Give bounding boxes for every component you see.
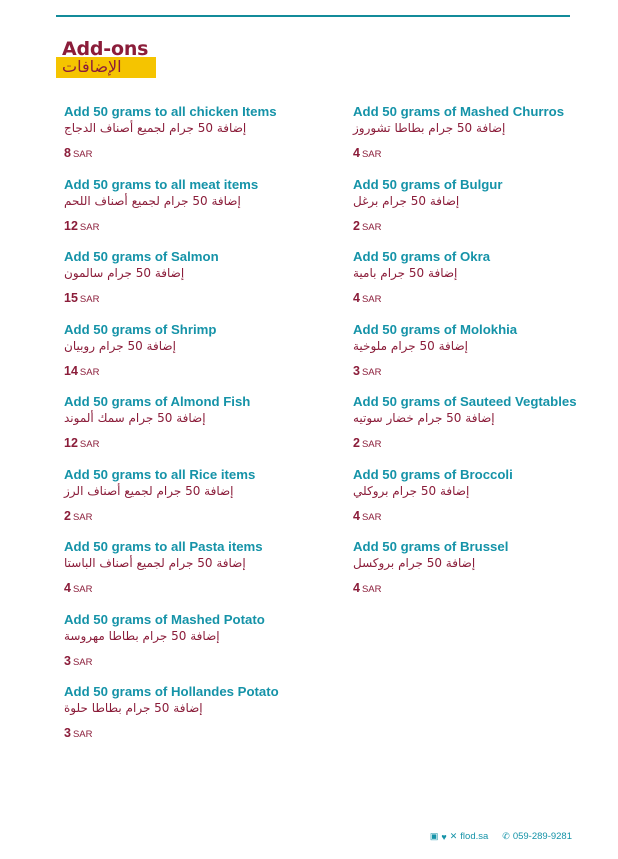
price-value: 2 <box>353 218 360 233</box>
item-price <box>64 653 334 670</box>
snapchat-icon[interactable]: ♥ <box>441 831 447 842</box>
item-name-arabic: إضافة 50 جرام خضار سوتيه <box>353 411 495 425</box>
item-name: Add 50 grams to all Rice items <box>64 466 256 482</box>
item-name: Add 50 grams of Broccoli <box>353 466 513 482</box>
item-price <box>64 435 334 452</box>
item-name-arabic: إضافة 50 جرام بطاطا مهروسة <box>64 628 220 643</box>
price-value: 4 <box>353 291 360 305</box>
item-name: Add 50 grams to all Pasta items <box>64 539 263 554</box>
item-price <box>353 435 618 452</box>
item-price <box>353 145 618 162</box>
list-item <box>64 249 334 322</box>
price-currency: SAR <box>72 729 93 740</box>
price-value: 4 <box>64 581 71 595</box>
list-item <box>64 177 334 250</box>
x-icon[interactable]: ✕ <box>449 831 458 841</box>
item-name: Add 50 grams of Shrimp <box>64 321 217 337</box>
item-price <box>353 508 618 525</box>
item-price <box>353 580 618 597</box>
item-name-arabic: إضافة 50 جرام سالمون <box>64 266 185 280</box>
item-name-arabic: إضافة 50 جرام سمك ألموند <box>64 411 206 425</box>
list-item <box>64 467 334 540</box>
price-currency: SAR <box>361 366 382 378</box>
list-item <box>353 249 618 322</box>
top-divider <box>56 15 570 17</box>
price-currency: SAR <box>72 656 93 668</box>
item-name-arabic: إضافة 50 جرام لجميع أصناف الرز <box>64 483 234 498</box>
page-title: Add-ons <box>62 38 149 60</box>
price-value: 3 <box>353 363 360 378</box>
list-item <box>353 177 618 250</box>
list-item <box>64 104 334 177</box>
item-name: Add 50 grams of Brussel <box>353 539 509 554</box>
price-currency: SAR <box>72 584 93 595</box>
item-price <box>64 218 334 235</box>
price-currency: SAR <box>361 221 382 233</box>
item-name-arabic: إضافة 50 جرام برغل <box>353 193 460 208</box>
item-name-arabic: إضافة 50 جرام بامية <box>353 266 458 280</box>
price-value: 3 <box>64 653 71 668</box>
list-item <box>64 394 334 467</box>
list-item <box>64 612 334 685</box>
price-currency: SAR <box>361 149 382 160</box>
item-name-arabic: إضافة 50 جرام بروكسل <box>353 556 476 570</box>
item-name-arabic: إضافة 50 جرام لجميع أصناف الباستا <box>64 556 246 570</box>
price-value: 4 <box>353 146 360 160</box>
footer-contact <box>430 831 572 842</box>
item-name: Add 50 grams of Salmon <box>64 249 219 264</box>
price-currency: SAR <box>361 584 382 595</box>
item-name: Add 50 grams of Almond Fish <box>64 394 251 409</box>
item-price <box>64 145 334 162</box>
item-name-arabic: إضافة 50 جرام ملوخية <box>353 338 468 353</box>
phone-number[interactable]: 059-289-9281 <box>512 831 572 842</box>
price-currency: SAR <box>72 149 93 160</box>
price-value: 2 <box>353 436 360 450</box>
item-name: Add 50 grams of Sauteed Vegtables <box>353 394 577 409</box>
price-currency: SAR <box>79 294 100 305</box>
item-name-arabic: إضافة 50 جرام روبيان <box>64 338 176 353</box>
item-price <box>64 363 334 380</box>
price-currency: SAR <box>361 439 382 450</box>
list-item <box>353 539 618 612</box>
item-name: Add 50 grams to all chicken Items <box>64 104 277 119</box>
price-value: 12 <box>64 218 78 233</box>
price-currency: SAR <box>79 366 100 378</box>
website-link[interactable]: flod.sa <box>460 831 489 842</box>
list-item <box>64 322 334 395</box>
list-item <box>353 104 618 177</box>
list-item <box>64 684 334 757</box>
instagram-icon[interactable]: ▣ <box>429 831 439 841</box>
price-currency: SAR <box>79 221 100 233</box>
item-price <box>353 363 618 380</box>
item-name: Add 50 grams of Hollandes Potato <box>64 684 279 699</box>
item-price <box>64 290 334 307</box>
list-item <box>64 539 334 612</box>
price-value: 12 <box>64 436 78 450</box>
list-item <box>353 322 618 395</box>
item-name: Add 50 grams of Okra <box>353 249 491 264</box>
item-name: Add 50 grams of Molokhia <box>353 321 518 337</box>
item-name-arabic: إضافة 50 جرام لجميع أصناف الدجاج <box>64 121 247 135</box>
item-name: Add 50 grams of Mashed Potato <box>64 611 265 627</box>
item-name: Add 50 grams of Bulgur <box>353 176 503 192</box>
item-name: Add 50 grams to all meat items <box>64 176 259 192</box>
price-value: 4 <box>353 581 360 595</box>
item-name-arabic: إضافة 50 جرام بطاطا حلوة <box>64 701 203 715</box>
price-currency: SAR <box>79 439 100 450</box>
page-title-arabic: الإضافات <box>62 57 122 76</box>
price-value: 14 <box>64 363 78 378</box>
price-value: 3 <box>64 726 71 740</box>
price-currency: SAR <box>361 511 382 523</box>
item-name-arabic: إضافة 50 جرام بروكلي <box>353 483 470 498</box>
item-price <box>64 725 334 742</box>
list-item <box>353 394 618 467</box>
item-name: Add 50 grams of Mashed Churros <box>353 104 565 119</box>
price-currency: SAR <box>72 511 93 523</box>
item-price <box>353 290 618 307</box>
item-name-arabic: إضافة 50 جرام لجميع أصناف اللحم <box>64 193 241 208</box>
whatsapp-icon: ✆ <box>502 831 510 841</box>
price-value: 15 <box>64 291 78 305</box>
price-value: 4 <box>353 508 360 523</box>
price-value: 2 <box>64 508 71 523</box>
addons-list-left <box>64 104 334 757</box>
price-value: 8 <box>64 146 71 160</box>
list-item <box>353 467 618 540</box>
price-currency: SAR <box>361 294 382 305</box>
item-price <box>353 218 618 235</box>
item-price <box>64 580 334 597</box>
item-price <box>64 508 334 525</box>
item-name-arabic: إضافة 50 جرام بطاطا تشوروز <box>353 121 506 135</box>
addons-list-right <box>353 104 618 612</box>
